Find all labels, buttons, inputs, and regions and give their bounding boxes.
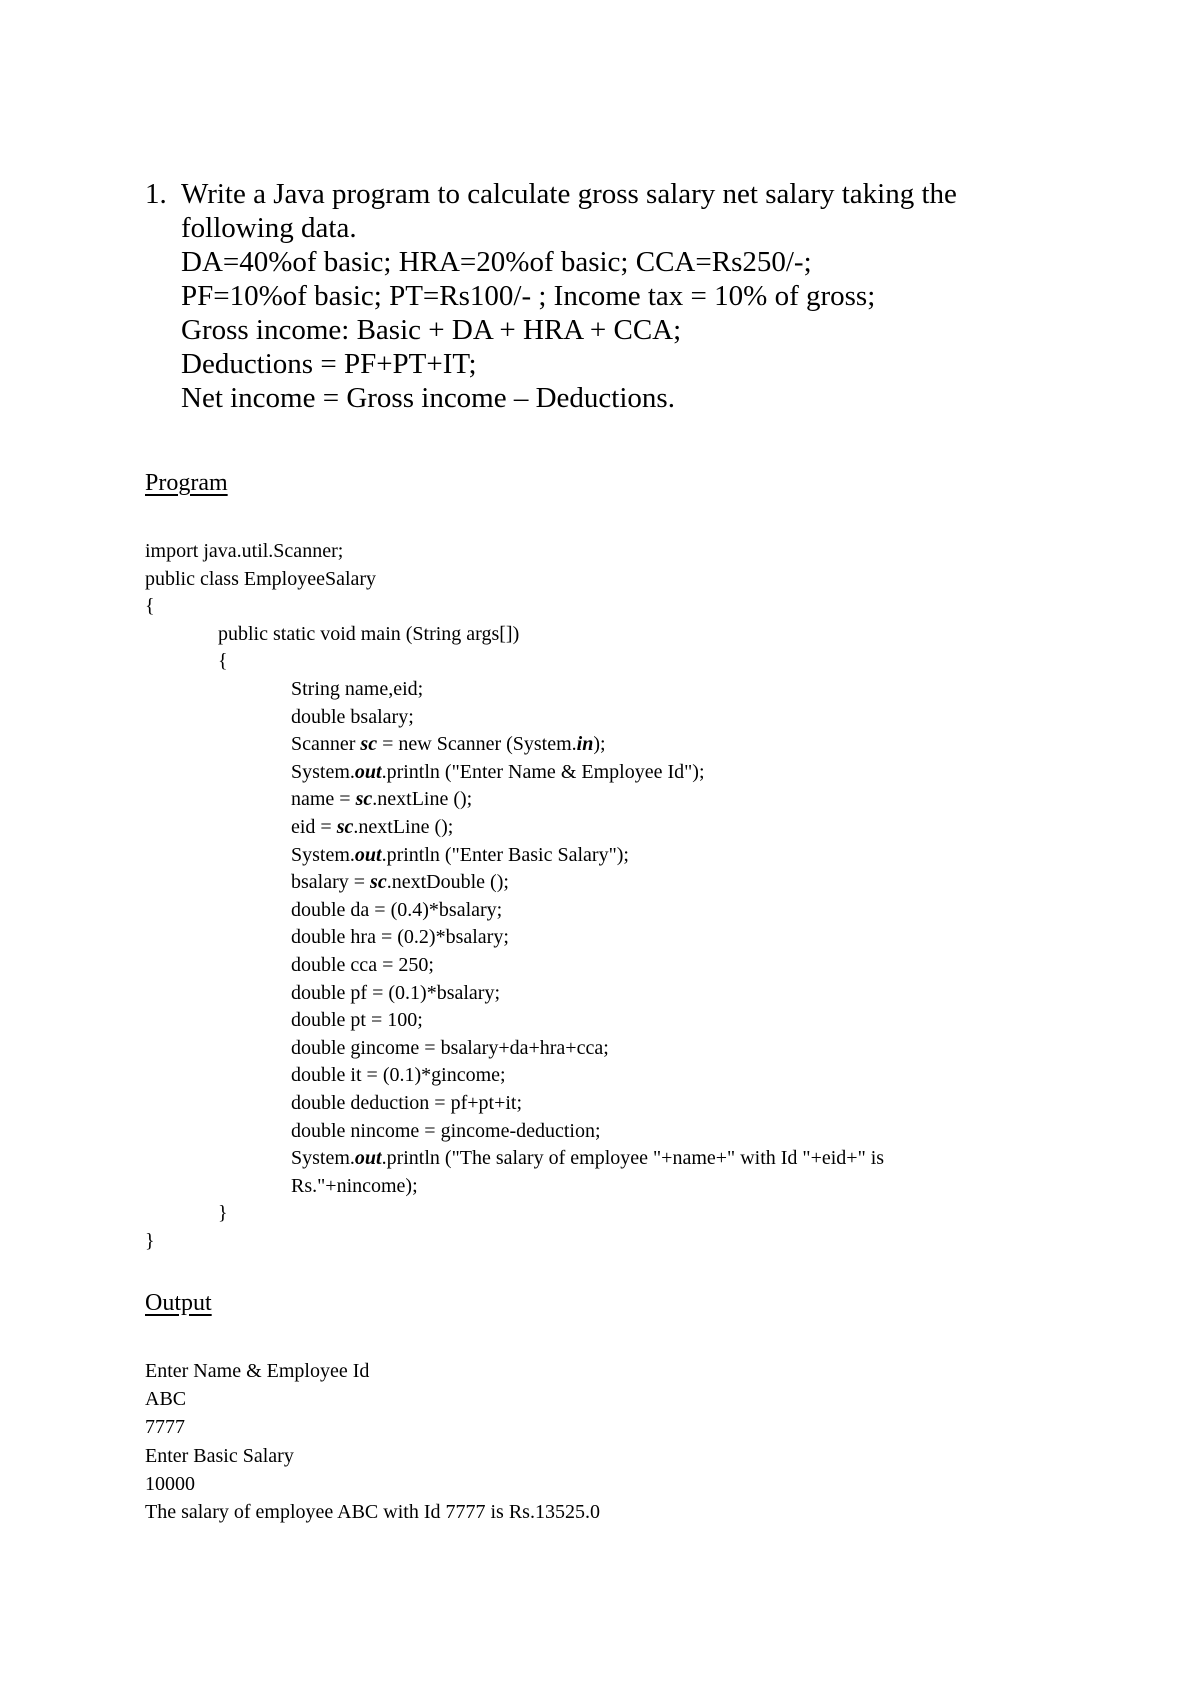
code-line: double cca = 250;: [291, 954, 434, 976]
code-line: double pf = (0.1)*bsalary;: [291, 981, 501, 1004]
code-line: public static void main (String args[]): [218, 622, 520, 645]
code-line: double bsalary;: [291, 705, 414, 728]
question-line: Net income = Gross income – Deductions.: [181, 382, 675, 414]
code-line: double nincome = gincome-deduction;: [291, 1119, 601, 1142]
code-line: {: [145, 595, 155, 618]
code-line: name = sc.nextLine ();: [291, 788, 473, 811]
question-line: Deductions = PF+PT+IT;: [181, 348, 477, 380]
code-line: import java.util.Scanner;: [145, 540, 344, 562]
code-line: System.out.println ("Enter Name & Employee Id");: [291, 760, 705, 783]
code-line: double deduction = pf+pt+it;: [291, 1092, 523, 1114]
question-number: 1.: [145, 178, 167, 210]
code-line: double gincome = bsalary+da+hra+cca;: [291, 1036, 609, 1059]
output-block: [145, 1357, 600, 1526]
output-line: 10000: [145, 1472, 195, 1495]
code-line: double pt = 100;: [291, 1009, 423, 1032]
output-line: The salary of employee ABC with Id 7777 is Rs.13525.0: [145, 1501, 600, 1524]
code-line: {: [218, 650, 228, 673]
code-line: public class EmployeeSalary: [145, 567, 377, 590]
code-line: }: [145, 1230, 155, 1252]
code-line: System.out.println ("The salary of employee "+name+" with Id "+eid+" is: [291, 1147, 885, 1170]
code-line: eid = sc.nextLine ();: [291, 816, 454, 838]
output-line: Enter Basic Salary: [145, 1444, 294, 1467]
code-line: double it = (0.1)*gincome;: [291, 1064, 506, 1087]
code-line: }: [218, 1202, 228, 1225]
output-line: 7777: [145, 1416, 185, 1439]
code-line: double hra = (0.2)*bsalary;: [291, 926, 509, 949]
code-line: String name,eid;: [291, 678, 424, 700]
question-line: DA=40%of basic; HRA=20%of basic; CCA=Rs250/-;: [181, 246, 812, 278]
question-line: PF=10%of basic; PT=Rs100/- ; Income tax = 10% of gross;: [181, 280, 876, 312]
program-heading: Program: [145, 470, 228, 496]
output-line: ABC: [145, 1388, 187, 1411]
question-line: Gross income: Basic + DA + HRA + CCA;: [181, 314, 682, 346]
code-line: Rs."+nincome);: [291, 1174, 418, 1197]
code-line: double da = (0.4)*bsalary;: [291, 898, 503, 921]
question-line: following data.: [181, 212, 357, 244]
question-line: Write a Java program to calculate gross salary net salary taking the: [181, 178, 957, 210]
output-line: Enter Name & Employee Id: [145, 1360, 370, 1382]
code-line: Scanner sc = new Scanner (System.in);: [291, 733, 606, 756]
output-heading: Output: [145, 1290, 212, 1316]
code-line: System.out.println ("Enter Basic Salary");: [291, 843, 629, 866]
code-line: bsalary = sc.nextDouble ();: [291, 871, 509, 894]
